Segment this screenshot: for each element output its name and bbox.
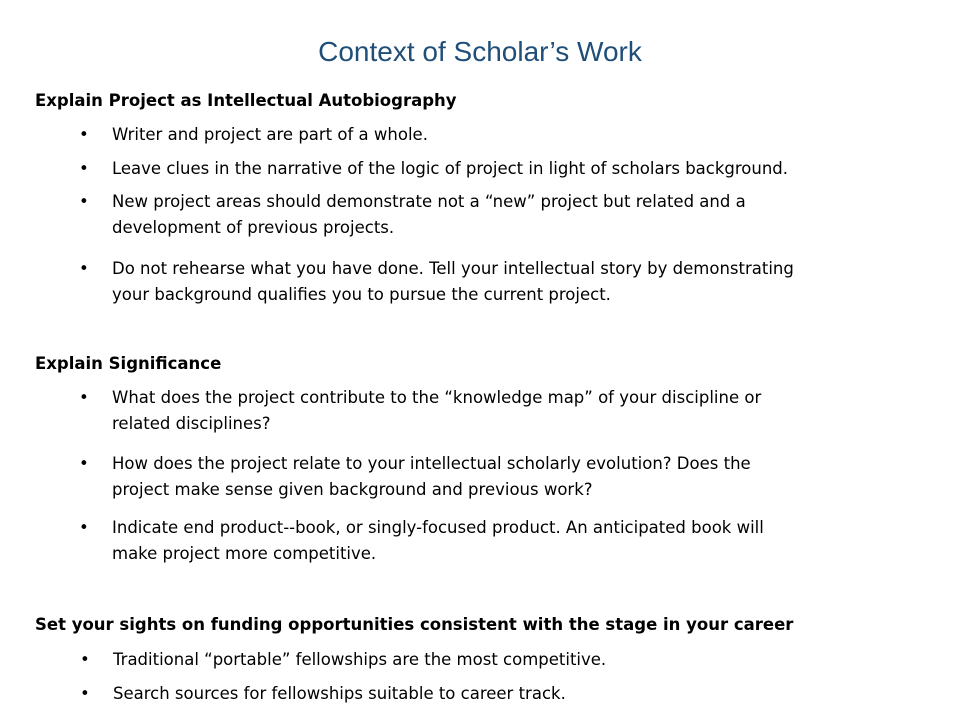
bullet-item bbox=[79, 256, 929, 308]
bullet-text-line: Traditional “portable” fellowships are the most competitive. bbox=[113, 650, 607, 669]
bullet-text-line: development of previous projects. bbox=[112, 218, 395, 237]
bullet-text-line: Search sources for fellowships suitable to career track. bbox=[113, 684, 566, 703]
bullet-text-line: related disciplines? bbox=[112, 414, 271, 433]
bullet-text-line: Indicate end product--book, or singly-focused product. An anticipated book will bbox=[112, 518, 764, 537]
bullet-text-line: Writer and project are part of a whole. bbox=[112, 125, 428, 144]
bullet-item bbox=[79, 385, 929, 437]
bullet-text-line: How does the project relate to your intellectual scholarly evolution? Does the bbox=[112, 454, 751, 473]
bullet-icon: • bbox=[79, 259, 89, 278]
bullet-item bbox=[79, 156, 929, 182]
bullet-icon: • bbox=[80, 684, 90, 703]
bullet-item bbox=[80, 681, 930, 707]
bullet-text-line: your background qualifies you to pursue the current project. bbox=[112, 285, 611, 304]
bullet-text-line: Do not rehearse what you have done. Tell your intellectual story by demonstrating bbox=[112, 259, 794, 278]
bullet-text-line: project make sense given background and previous work? bbox=[112, 480, 593, 499]
bullet-item bbox=[79, 515, 929, 567]
bullet-item bbox=[80, 647, 930, 673]
bullet-icon: • bbox=[80, 650, 90, 669]
section-heading-funding: Set your sights on funding opportunities consistent with the stage in your career bbox=[35, 615, 794, 634]
bullet-item bbox=[79, 451, 929, 503]
bullet-icon: • bbox=[79, 192, 89, 211]
bullet-text-line: What does the project contribute to the “knowledge map” of your discipline or bbox=[112, 388, 762, 407]
section-heading-significance: Explain Significance bbox=[35, 354, 222, 373]
bullet-icon: • bbox=[79, 125, 89, 144]
bullet-icon: • bbox=[79, 518, 89, 537]
bullet-text-line: Leave clues in the narrative of the logic of project in light of scholars background. bbox=[112, 159, 789, 178]
bullet-icon: • bbox=[79, 388, 89, 407]
bullet-icon: • bbox=[79, 159, 89, 178]
bullet-item bbox=[79, 189, 929, 241]
bullet-icon: • bbox=[79, 454, 89, 473]
bullet-text-line: New project areas should demonstrate not a “new” project but related and a bbox=[112, 192, 746, 211]
section-heading-autobiography: Explain Project as Intellectual Autobiography bbox=[35, 91, 457, 110]
bullet-text-line: make project more competitive. bbox=[112, 544, 377, 563]
bullet-item bbox=[79, 122, 929, 148]
slide-title: Context of Scholar’s Work bbox=[318, 36, 642, 67]
